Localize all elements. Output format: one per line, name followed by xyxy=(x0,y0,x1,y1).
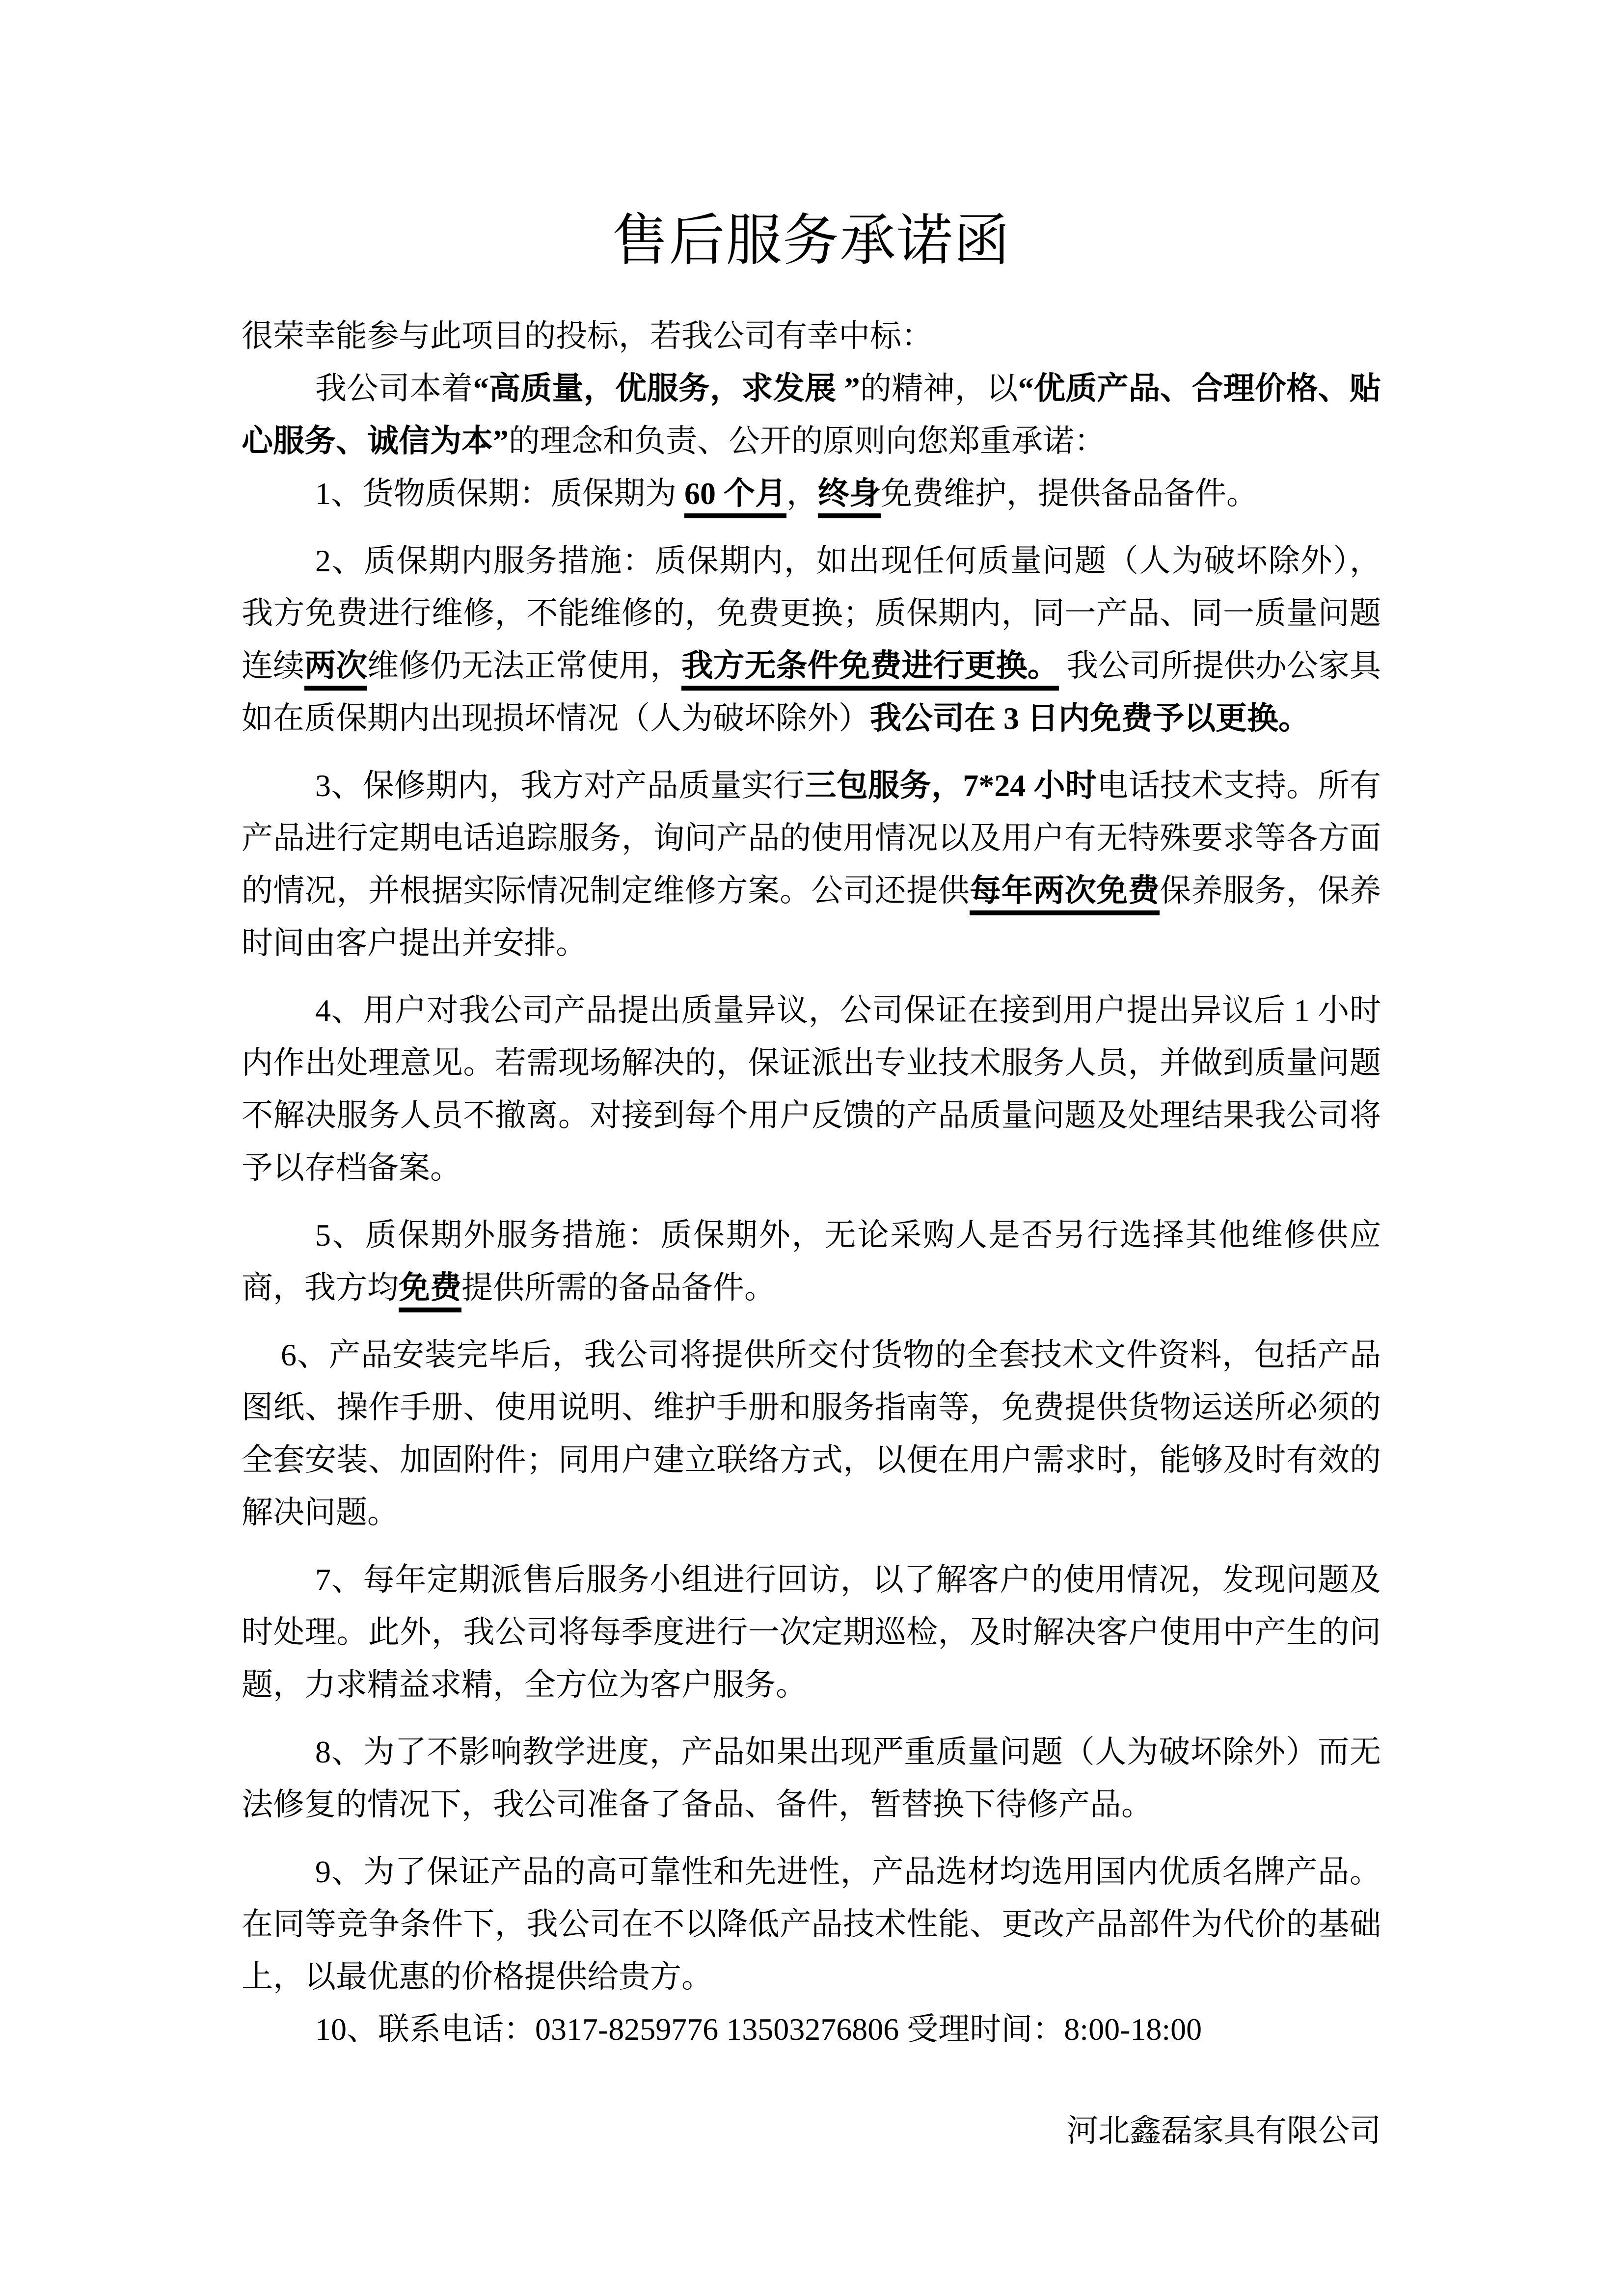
emphasis-run: “高质量，优服务，求发展 ” xyxy=(473,371,860,406)
item-1-warranty-period xyxy=(242,467,1381,520)
text-run: 5、质保期外服务措施：质保期外，无论采购人是否另行选择其他维修供应商，我方均 xyxy=(242,1218,1381,1306)
text-run: 6、产品安装完毕后，我公司将提供所交付货物的全套技术文件资料，包括产品图纸、操作手册、使用说明、维护手册和服务指南等，免费提供货物运送所必须的全套安装、加固附件；同用户建立联络方式，以便在用户需求时，能够及时有效的解决问题。 xyxy=(242,1337,1381,1530)
emphasis-run: 终身 xyxy=(818,476,881,518)
item-9-material-quality xyxy=(242,1845,1381,2003)
text-run: 4、用户对我公司产品提出质量异议，公司保证在接到用户提出异议后 1 小时内作出处理意见。若需现场解决的，保证派出专业技术服务人员，并做到质量问题不解决服务人员不撤离。对接到每个用户反馈的产品质量问题及处理结果我公司将予以存档备案。 xyxy=(242,993,1381,1186)
emphasis-run: 免费 xyxy=(399,1270,461,1312)
text-run: 提供所需的备品备件。 xyxy=(461,1270,776,1306)
text-run: 很荣幸能参与此项目的投标，若我公司有幸中标： xyxy=(242,319,933,354)
item-10-contact xyxy=(242,2003,1381,2056)
item-8-spare-replacement xyxy=(242,1726,1381,1831)
text-run: 3、保修期内，我方对产品质量实行 xyxy=(315,768,805,803)
item-6-documentation-delivery xyxy=(242,1329,1381,1539)
document-body xyxy=(242,310,1381,2056)
item-2-in-warranty-service xyxy=(242,534,1381,745)
text-run: 9、为了保证产品的高可靠性和先进性，产品选材均选用国内优质名牌产品。在同等竞争条件下，我公司在不以降低产品技术性能、更改产品部件为代价的基础上，以最优惠的价格提供给贵方。 xyxy=(242,1854,1381,1995)
intro-commitment xyxy=(242,362,1381,467)
text-run: 1、货物质保期：质保期为 xyxy=(315,476,684,511)
emphasis-run: 我公司在 3 日内免费予以更换。 xyxy=(870,701,1310,736)
page-title: 售后服务承诺函 xyxy=(612,210,1011,272)
emphasis-run: 60 个月 xyxy=(684,476,786,518)
text-run: 的精神，以 xyxy=(860,371,1018,406)
emphasis-run: 每年两次免费 xyxy=(970,873,1160,915)
text-run: 我公司本着 xyxy=(315,371,473,406)
text-run: 保养服务，保养时间由客户提出并安排。 xyxy=(242,873,1381,961)
text-run: 7、每年定期派售后服务小组进行回访，以了解客户的使用情况，发现问题及时处理。此外，我公司将每季度进行一次定期巡检，及时解决客户使用中产生的问题，力求精益求精，全方位为客户服务。 xyxy=(242,1562,1381,1703)
item-7-regular-visits xyxy=(242,1553,1381,1711)
emphasis-run: “优质产品、合理价格、贴心服务、诚信为本” xyxy=(242,371,1381,459)
emphasis-run: 两次 xyxy=(304,648,367,691)
text-run: 的理念和负责、公开的原则向您郑重承诺： xyxy=(509,424,1106,459)
emphasis-run: 三包服务，7*24 小时 xyxy=(805,768,1097,803)
text-run: 电话技术支持。所有产品进行定期电话追踪服务，询问产品的使用情况以及用户有无特殊要求等各方面的情况，并根据实际情况制定维修方案。公司还提供 xyxy=(242,768,1381,908)
text-run: 维修仍无法正常使用， xyxy=(367,648,682,684)
text-run: 2、质保期内服务措施：质保期内，如出现任何质量问题（人为破坏除外），我方免费进行维修，不能维修的，免费更换；质保期内，同一产品、同一质量问题连续 xyxy=(242,543,1381,684)
text-run: 8、为了不影响教学进度，产品如果出现严重质量问题（人为破坏除外）而无法修复的情况下，我公司准备了备品、备件，暂替换下待修产品。 xyxy=(242,1735,1381,1822)
intro-line xyxy=(242,310,1381,362)
item-4-complaint-response xyxy=(242,984,1381,1194)
text-run: ， xyxy=(786,476,818,511)
item-5-out-of-warranty-service xyxy=(242,1209,1381,1314)
text-run: 10、联系电话：0317-8259776 13503276806 受理时间：8:00-18:00 xyxy=(315,2012,1202,2047)
text-run: 我公司所提供办公家具如在质保期内出现损坏情况（人为破坏除外） xyxy=(242,648,1381,736)
item-3-warranty-service-content xyxy=(242,759,1381,969)
text-run: 免费维护，提供备品备件。 xyxy=(881,476,1258,511)
emphasis-run: 我方无条件免费进行更换。 xyxy=(681,648,1058,691)
company-signature: 河北鑫磊家具有限公司 xyxy=(1067,2113,1381,2149)
